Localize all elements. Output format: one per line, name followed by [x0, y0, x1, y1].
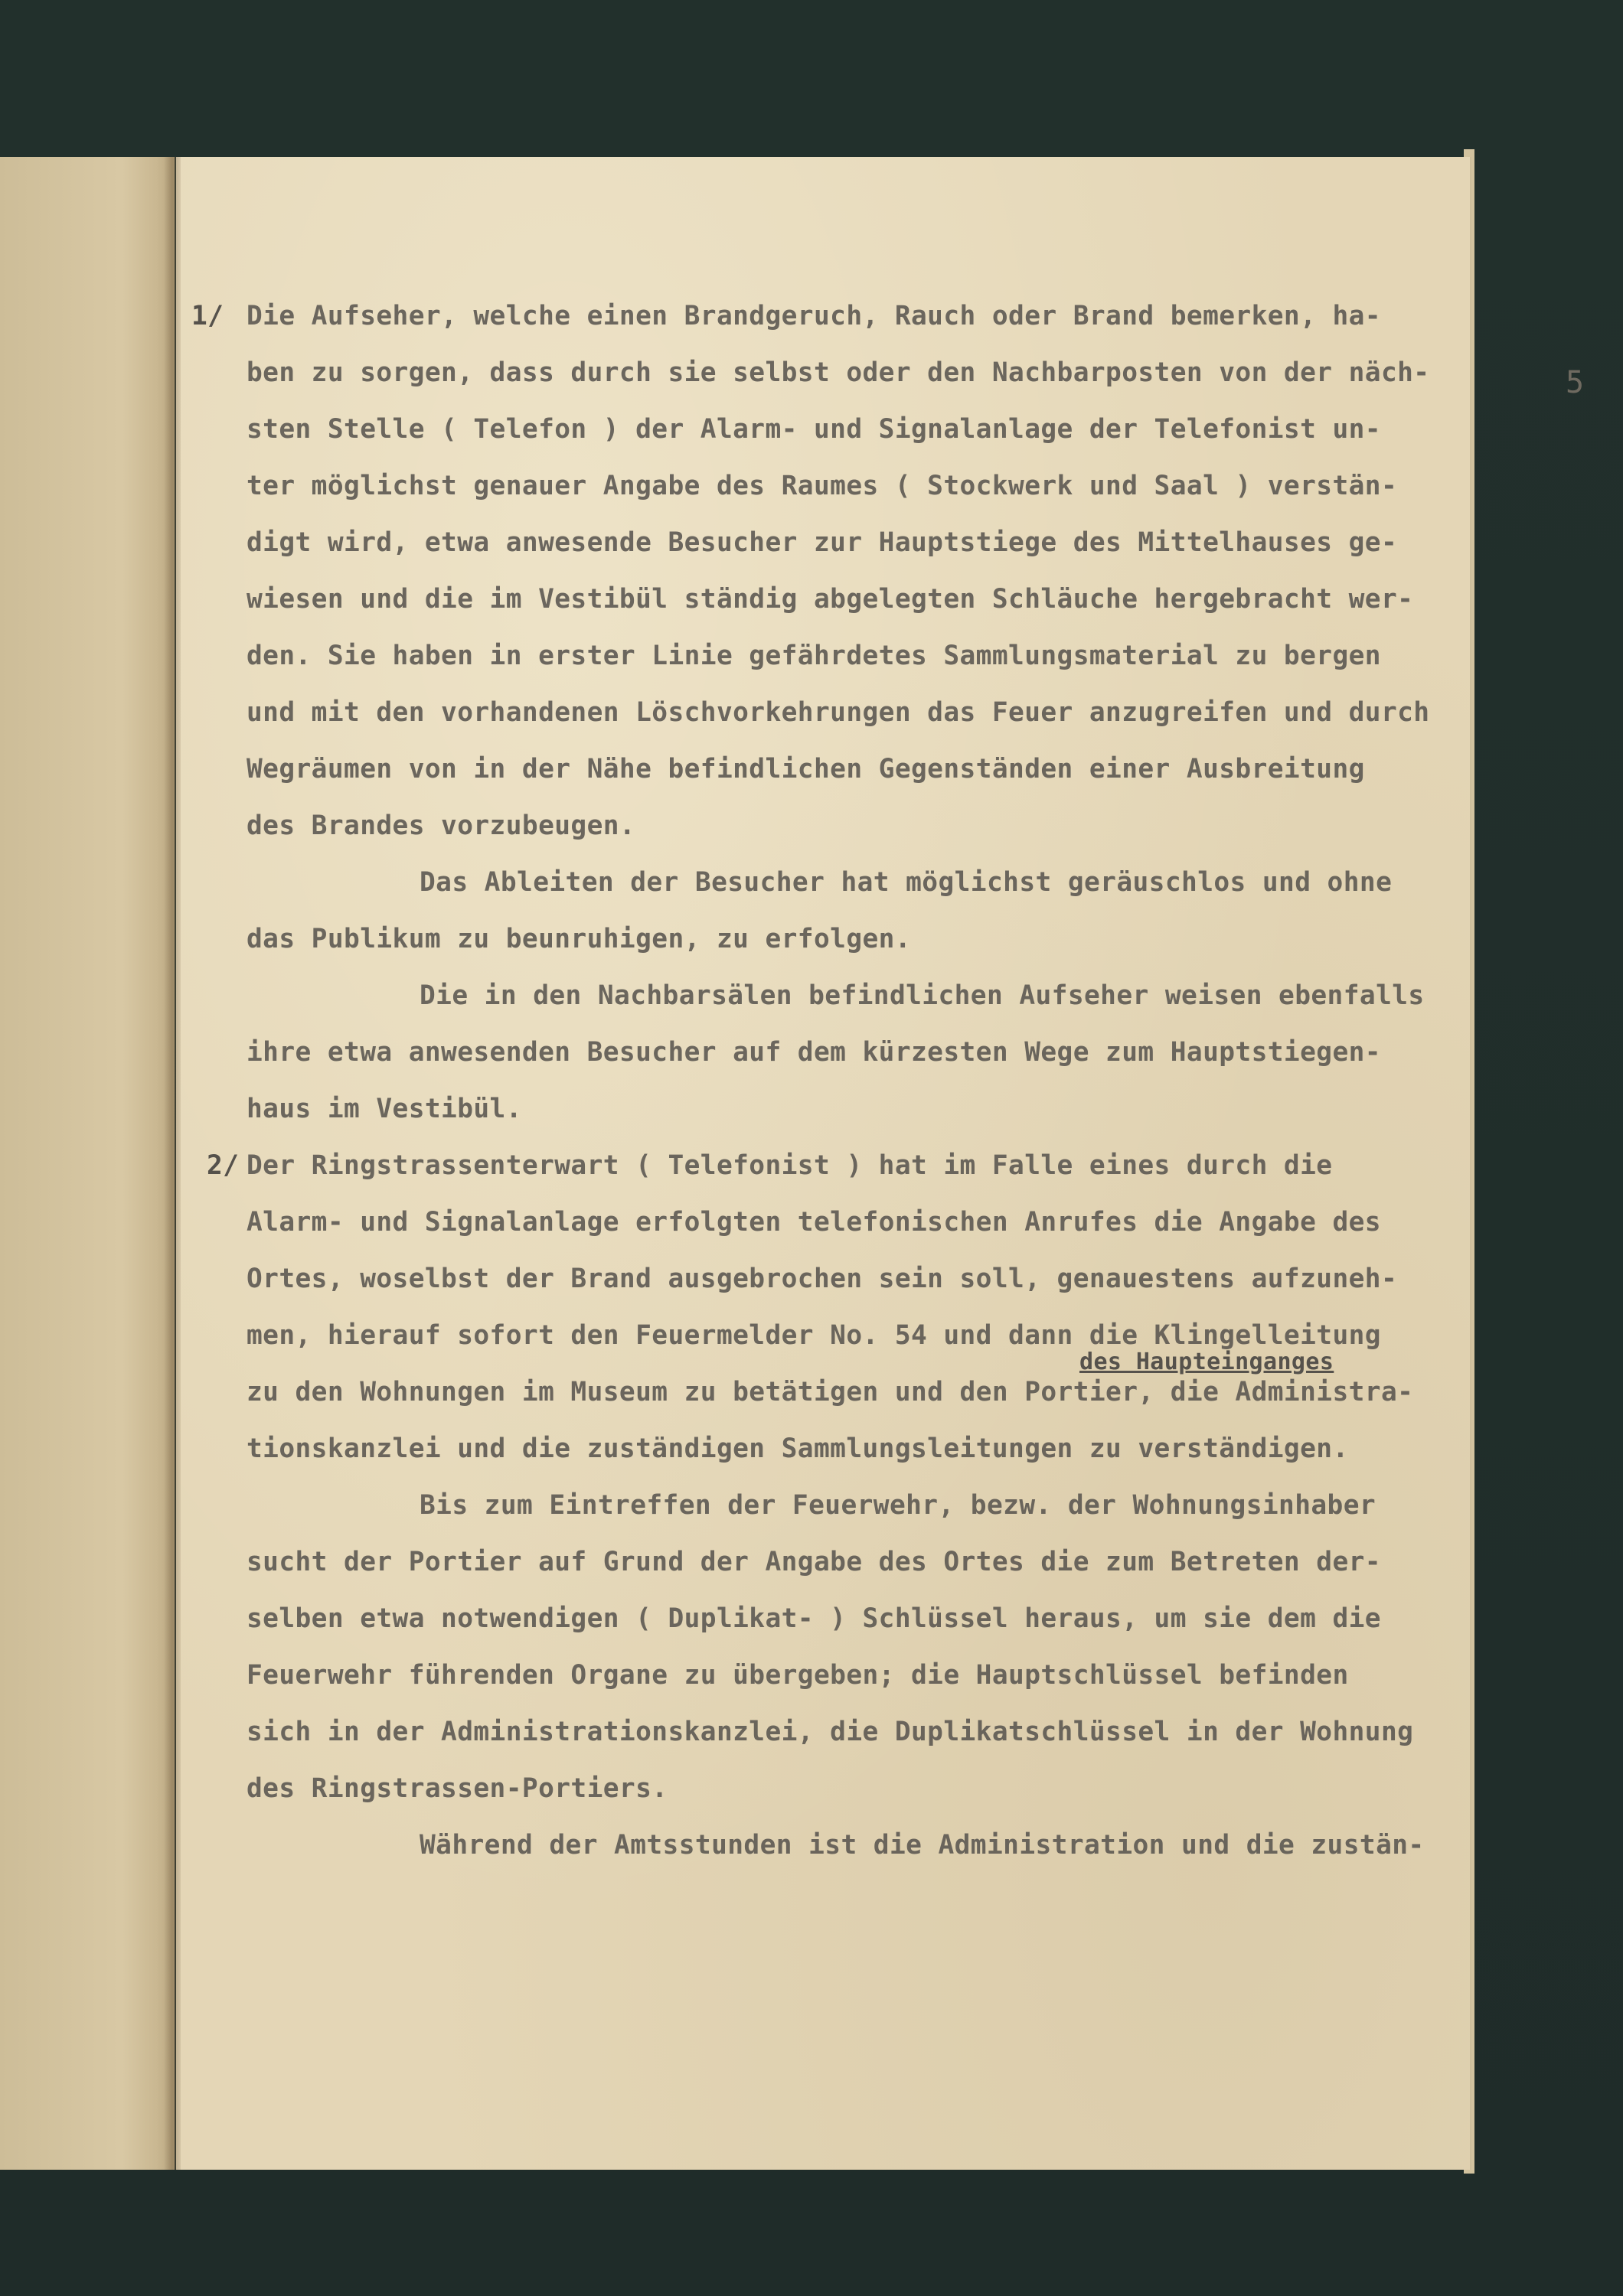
- text-line: ihre etwa anwesenden Besucher auf dem kürzesten Wege zum Hauptstiegen-: [247, 1037, 1381, 1068]
- text-line: tionskanzlei und die zuständigen Sammlungsleitungen zu verständigen.: [247, 1433, 1349, 1464]
- text-line: sucht der Portier auf Grund der Angabe des Ortes die zum Betreten der-: [247, 1547, 1381, 1577]
- text-line: Der Ringstrassenterwart ( Telefonist ) hat im Falle eines durch die: [247, 1150, 1333, 1181]
- text-line: Die in den Nachbarsälen befindlichen Aufseher weisen ebenfalls: [420, 980, 1425, 1011]
- text-line: Bis zum Eintreffen der Feuerwehr, bezw. der Wohnungsinhaber: [420, 1490, 1376, 1521]
- text-line: wiesen und die im Vestibül ständig abgelegten Schläuche hergebracht wer-: [247, 584, 1414, 615]
- document-page: [176, 157, 1585, 2170]
- text-line: digt wird, etwa anwesende Besucher zur Hauptstiege des Mittelhauses ge-: [247, 527, 1398, 558]
- text-line: haus im Vestibül.: [247, 1094, 522, 1124]
- text-line: selben etwa notwendigen ( Duplikat- ) Schlüssel heraus, um sie dem die: [247, 1603, 1381, 1634]
- page-body: [176, 157, 1470, 2170]
- text-line: Während der Amtsstunden ist die Administration und die zustän-: [420, 1830, 1425, 1861]
- text-line: des Brandes vorzubeugen.: [247, 810, 636, 841]
- text-line: des Ringstrassen-Portiers.: [247, 1773, 668, 1804]
- text-line: men, hierauf sofort den Feuermelder No. 54 und dann die Klingelleitung: [247, 1320, 1381, 1351]
- text-line: und mit den vorhandenen Löschvorkehrungen das Feuer anzugreifen und durch: [247, 697, 1430, 728]
- previous-page-edge: [0, 157, 175, 2170]
- text-line: Ortes, woselbst der Brand ausgebrochen sein soll, genauestens aufzuneh-: [247, 1264, 1398, 1294]
- text-line: zu den Wohnungen im Museum zu betätigen und den Portier, die Administra-: [247, 1377, 1414, 1407]
- text-line: Feuerwehr führenden Organe zu übergeben; die Hauptschlüssel befinden: [247, 1660, 1349, 1691]
- text-line: Alarm- und Signalanlage erfolgten telefonischen Anrufes die Angabe des: [247, 1207, 1381, 1238]
- text-line: ter möglichst genauer Angabe des Raumes ( Stockwerk und Saal ) verstän-: [247, 471, 1398, 501]
- section-marker-2: 2/: [207, 1150, 240, 1181]
- text-line: Das Ableiten der Besucher hat möglichst geräuschlos und ohne: [420, 867, 1393, 898]
- text-line: ben zu sorgen, dass durch sie selbst oder den Nachbarposten von der näch-: [247, 357, 1430, 388]
- binding-gutter: [164, 157, 181, 2170]
- text-line: sich in der Administrationskanzlei, die Duplikatschlüssel in der Wohnung: [247, 1717, 1414, 1747]
- text-line: den. Sie haben in erster Linie gefährdetes Sammlungsmaterial zu bergen: [247, 641, 1381, 671]
- interlinear-insertion: des Haupteinganges: [1079, 1349, 1334, 1375]
- text-line: Wegräumen von in der Nähe befindlichen Gegenständen einer Ausbreitung: [247, 754, 1365, 784]
- text-line: das Publikum zu beunruhigen, zu erfolgen.: [247, 924, 912, 954]
- section-marker-1: 1/: [191, 301, 224, 331]
- text-line: sten Stelle ( Telefon ) der Alarm- und Signalanlage der Telefonist un-: [247, 414, 1381, 445]
- page-number: 5: [1566, 365, 1585, 400]
- text-line: Die Aufseher, welche einen Brandgeruch, Rauch oder Brand bemerken, ha-: [247, 301, 1381, 331]
